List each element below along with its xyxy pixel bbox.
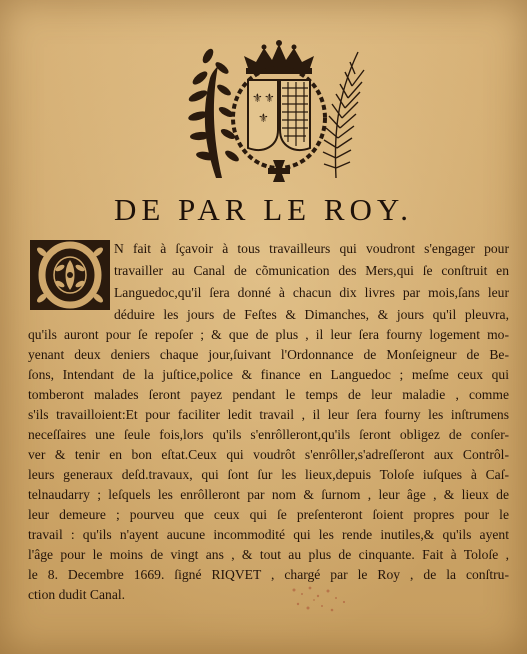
body-line-16: l'âge pour le moins de vingt ans , & tout au plus de cinquante. Fait à Toloſe ,: [28, 547, 509, 562]
coat-of-arms-emblem: [186, 38, 372, 186]
stamp-mark: [284, 582, 364, 616]
body-line-14: leur demeure ; pourveu que ceux qui ſe preſenteront ſoient propres pour le: [28, 507, 509, 522]
svg-text:⚜: ⚜: [252, 91, 263, 105]
body-line-12: leurs generaux deſd.travaux, qui ſont ſur les lieux,depuis Toloſe iuſques à Caſ-: [28, 467, 509, 482]
body-line-13: telnaudarry ; leſquels les enrôlleront par nom & ſurnom , leur âge , & lieux de: [28, 487, 509, 502]
body-line-10: neceſſaires une ſeule fois,lors qu'ils s'enrôlleront,qu'ils ſeront obligez de conſer-: [28, 427, 509, 442]
svg-text:⚜: ⚜: [258, 111, 269, 125]
body-line-3: Languedoc,qu'il ſera donné à chacun dix livres par mois,ſans leur: [114, 285, 509, 300]
ornamental-dropcap-o: [28, 238, 112, 312]
body-line-7: ſons, Intendant de la juſtice,police & finance en Languedoc ; meſme ceux qui: [28, 367, 509, 382]
page-title: DE PAR LE ROY.: [113, 192, 414, 227]
body-line-17: le 8. Decembre 1669. ſigné RIQVET , chargé par le Roy , de la conſtru-: [28, 567, 509, 582]
body-line-8: tomberont malades ſeront payez pendant le temps de leur maladie , comme: [28, 387, 509, 402]
svg-text:⚜: ⚜: [264, 91, 275, 105]
body-line-1: N fait à ſçavoir à tous travailleurs qui voudront s'engager pour: [114, 241, 509, 256]
body-line-5: qu'ils auront pour ſe repoſer ; & que de plus , il leur ſera fourny logement mo-: [28, 327, 509, 342]
body-line-18: ction dudit Canal.: [28, 587, 126, 602]
body-line-6: yenant deux deniers chaque jour,ſuivant l'Ordonnance de Monſeigneur de Be-: [28, 347, 509, 362]
body-line-4: déduire les jours de Feſtes & Dimanches, & jours qu'il pleuvra,: [114, 307, 509, 322]
body-line-9: s'ils travailloient:Et pour faciliter ledit travail , il leur ſera fourny les inſtrumens: [28, 407, 509, 422]
body-line-11: ver & tenir en bon eſtat.Ceux qui voudrôt s'enrôller,s'adreſſeront aux Contrôl-: [28, 447, 509, 462]
body-line-15: travail : qu'ils n'ayent aucune incommodité qui les rende inutiles,& qu'ils ayent: [28, 527, 509, 542]
body-line-2: travailler au Canal de cõmunication des Mers,qui ſe conſtruit en: [114, 263, 509, 278]
